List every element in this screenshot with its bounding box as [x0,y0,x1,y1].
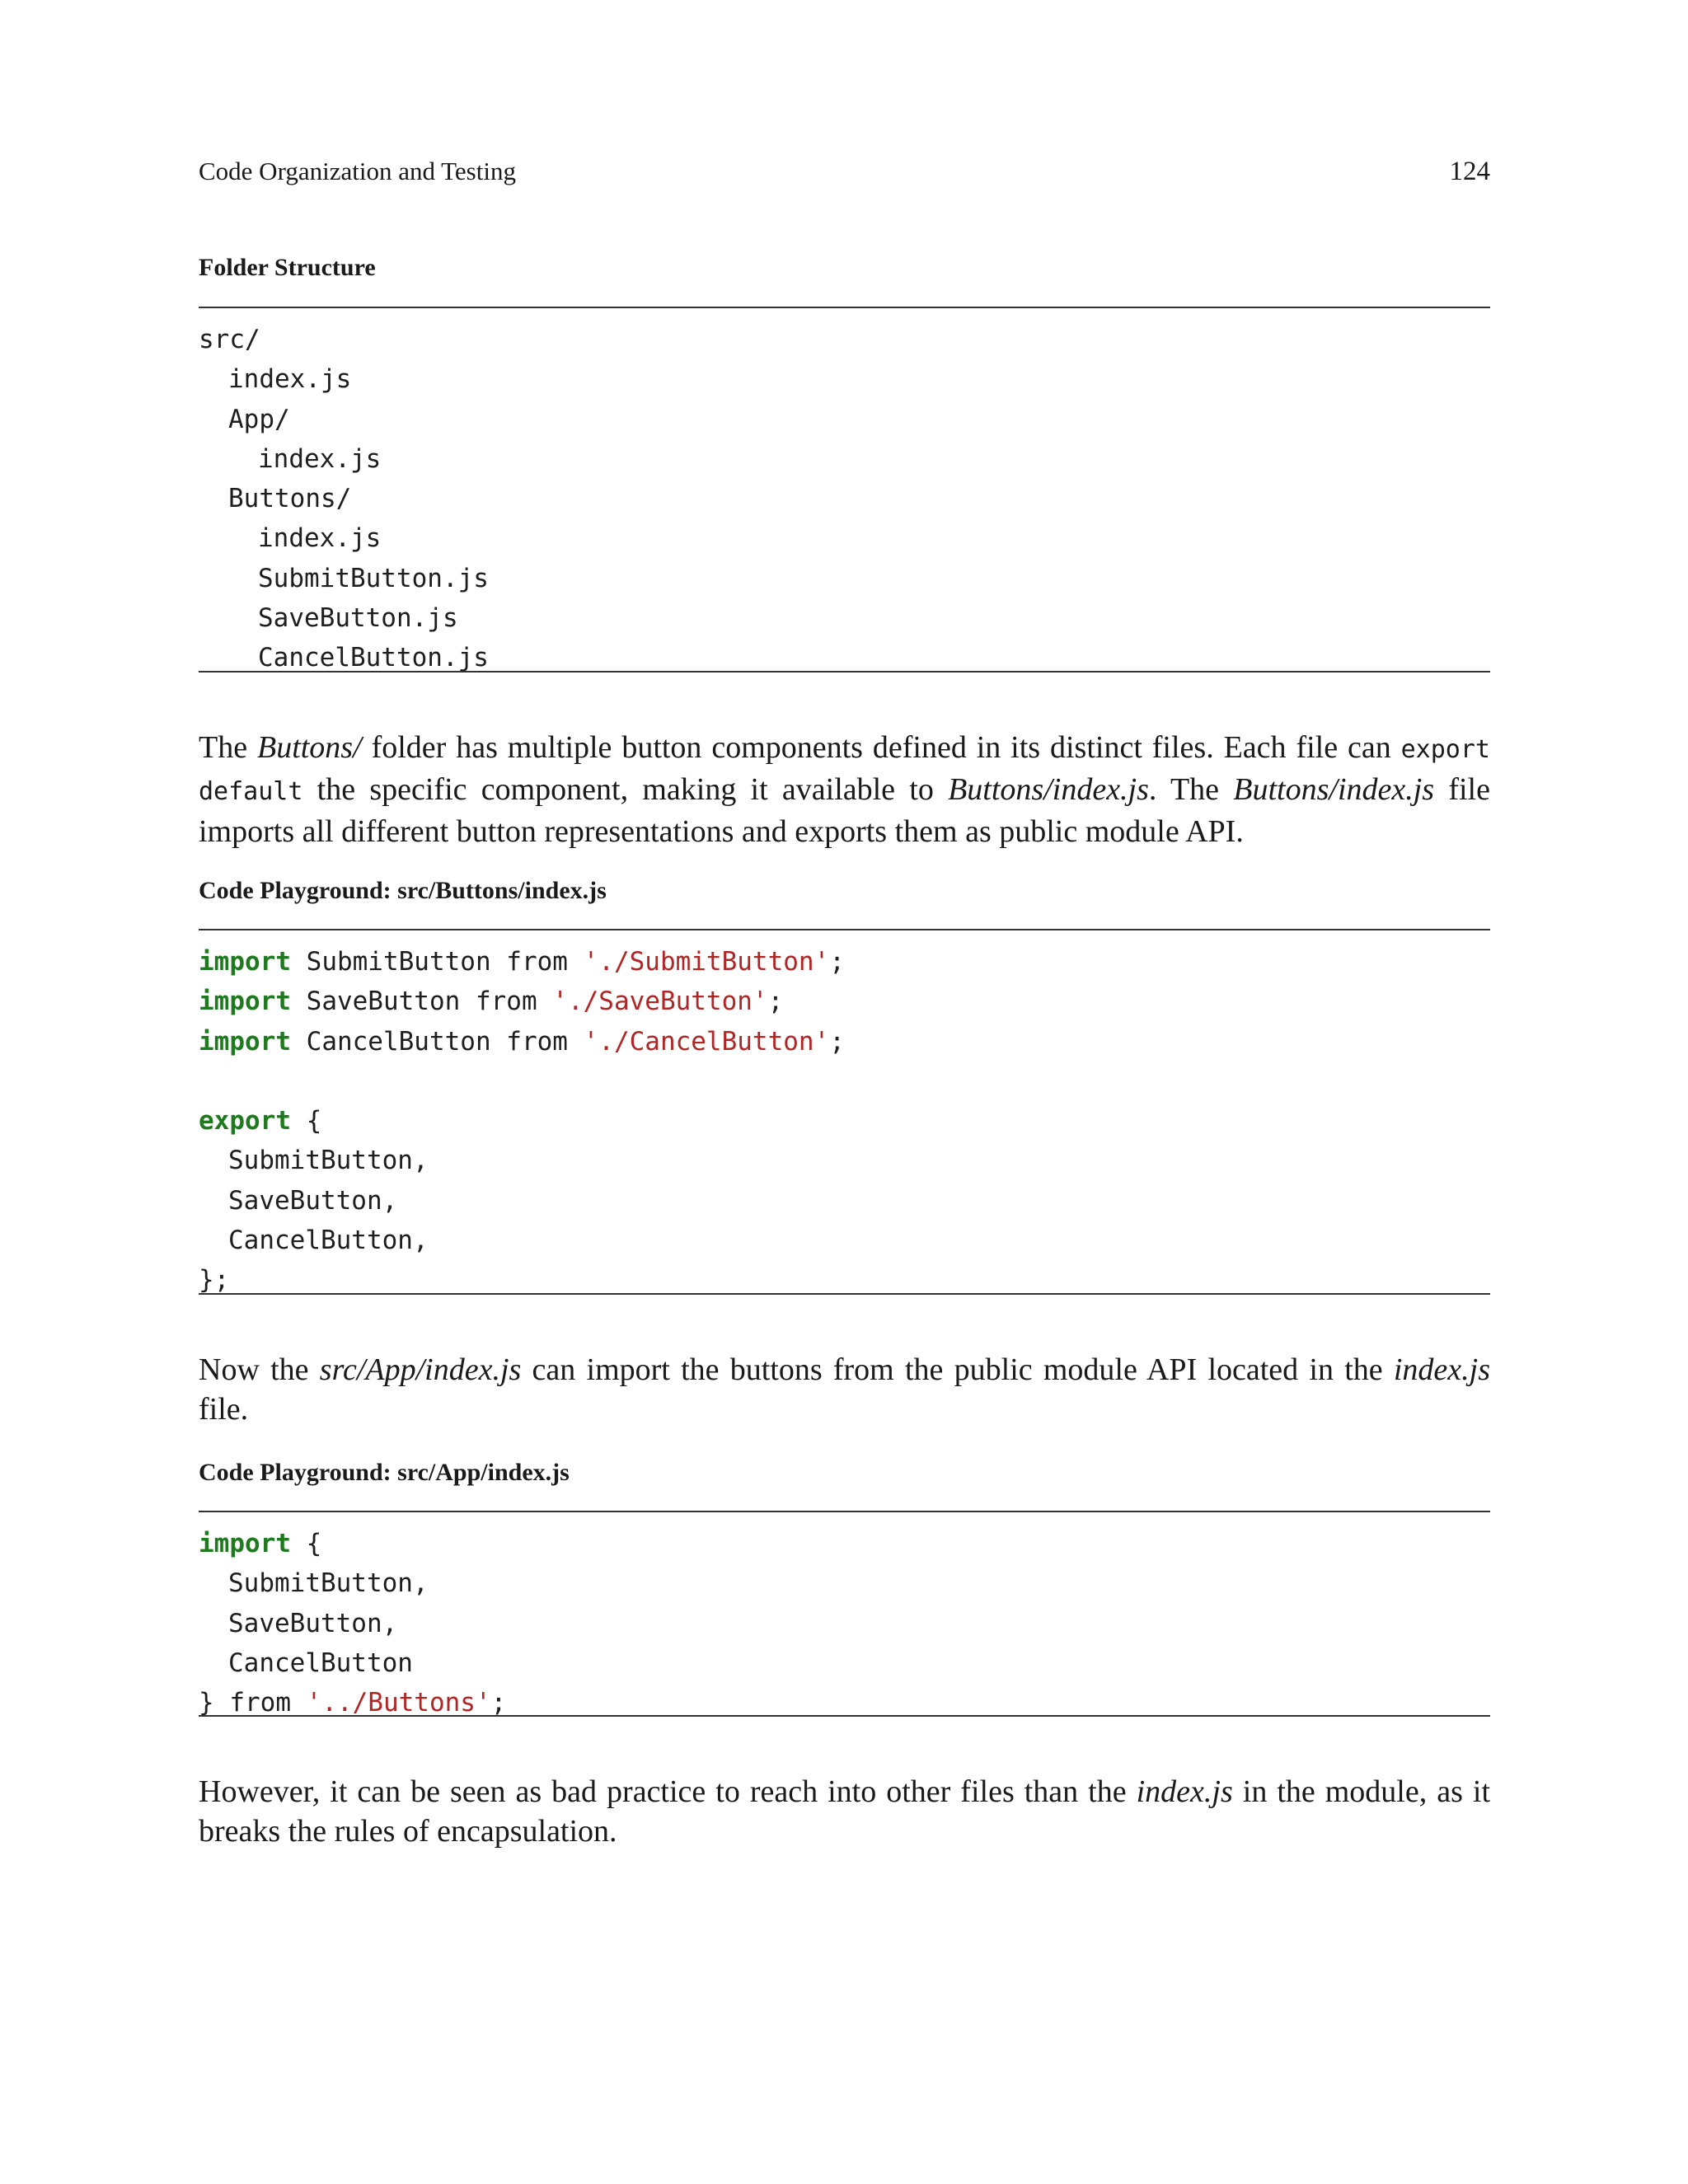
italic-path: Buttons/index.js [1233,772,1435,807]
string-literal: '../Buttons' [306,1688,491,1718]
blank-line [199,1062,1490,1101]
code-line [199,982,1490,1021]
paragraph-buttons-folder [199,728,1490,851]
code-block-app-index [199,1511,1490,1717]
text-run: in the module, as it breaks the rules of encapsulation. [199,1774,1491,1849]
identifier: SubmitButton [306,947,491,977]
punctuation: { [306,1106,322,1137]
text-run: However, it can be seen as bad practice to reach into other files than the [199,1774,1137,1809]
punctuation: ; [490,1688,507,1718]
text-run: file imports all different button representations and exports them as public module API. [199,772,1490,849]
string-literal: './CancelButton' [583,1026,830,1057]
code-line: SaveButton, [228,1185,398,1216]
text-run: folder has multiple button components defined in its distinct files. Each file can [361,730,1401,765]
text-run: Now the [199,1352,320,1387]
file-line: index.js [258,523,382,554]
keyword: from [506,947,568,977]
punctuation: ; [829,947,845,977]
code-line [199,1683,1490,1722]
code-line: CancelButton [228,1647,413,1678]
code-line: CancelButton, [228,1226,429,1256]
code-line: }; [199,1265,230,1296]
running-header [199,157,1490,193]
folder-line: App/ [228,404,290,434]
folder-line: Buttons/ [228,484,352,514]
text-run: the specific component, making it available to [302,772,949,807]
paragraph-app-import [199,1350,1490,1429]
code-playground-caption: Code Playground: src/App/index.js [199,1459,570,1486]
folder-structure-block [199,307,1490,673]
file-line: SaveButton.js [258,603,458,634]
italic-path: index.js [1393,1352,1491,1387]
code-line: SubmitButton, [228,1568,429,1599]
code-line: SaveButton, [228,1608,398,1638]
chapter-title: Code Organization and Testing [199,157,516,185]
identifier: SaveButton [306,987,461,1017]
identifier: CancelButton [306,1026,491,1057]
keyword: import [199,1529,291,1558]
file-line: index.js [258,443,382,474]
italic-path: Buttons/ [256,730,362,765]
file-line: SubmitButton.js [258,563,489,593]
text-run: file. [199,1392,249,1427]
file-line: index.js [228,364,352,395]
file-line: CancelButton.js [258,643,489,673]
punctuation: } from [199,1688,291,1718]
keyword: from [506,1026,568,1057]
text-run: . The [1148,772,1234,807]
page-number: 124 [1449,157,1490,186]
code-line [199,1101,1490,1141]
inline-code: export default [199,735,1490,806]
folder-line: src/ [199,325,260,354]
string-literal: './SubmitButton' [583,947,830,977]
keyword: import [199,947,291,977]
string-literal: './SaveButton' [552,987,768,1017]
keyword: export [199,1106,291,1137]
keyword: import [199,1026,291,1057]
keyword: from [475,987,537,1017]
italic-path: src/App/index.js [319,1352,522,1387]
punctuation: { [306,1529,322,1558]
keyword: import [199,987,291,1017]
code-block-buttons-index [199,929,1490,1295]
code-line [199,942,1490,982]
text-run: The [199,730,257,765]
punctuation: ; [767,987,784,1017]
italic-path: index.js [1136,1774,1233,1809]
code-playground-caption: Code Playground: src/Buttons/index.js [199,877,607,904]
folder-structure-caption: Folder Structure [199,254,376,281]
code-line [199,1022,1490,1062]
italic-path: Buttons/index.js [948,772,1149,807]
punctuation: ; [829,1026,845,1057]
code-line [199,1524,1490,1563]
text-run: can import the buttons from the public module API located in the [521,1352,1394,1387]
code-line: SubmitButton, [228,1146,429,1176]
paragraph-encapsulation [199,1772,1490,1851]
